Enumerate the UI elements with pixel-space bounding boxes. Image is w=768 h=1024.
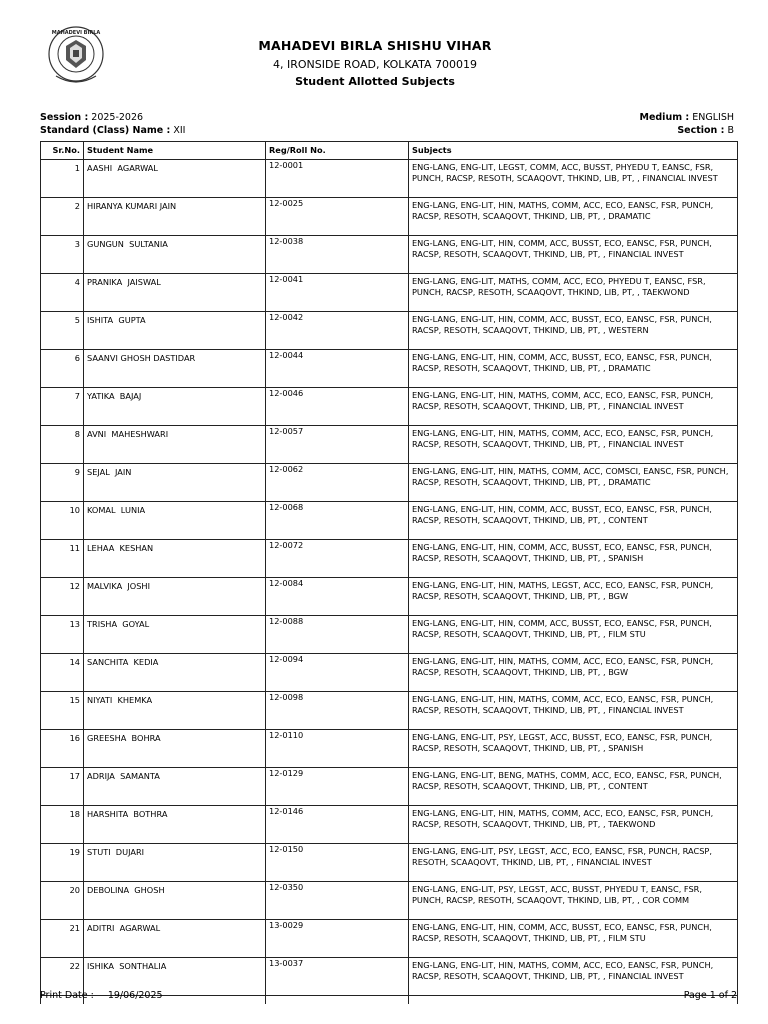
section-label: Section : xyxy=(677,125,725,136)
medium-value: ENGLISH xyxy=(692,112,734,123)
row-student-name: YATIKA BAJAJ xyxy=(84,388,266,426)
table-row xyxy=(41,578,738,616)
row-subjects: ENG-LANG, ENG-LIT, HIN, MATHS, LEGST, ACC, ECO, EANSC, FSR, PUNCH, RACSP, RESOTH, SCAAQOVT, THKIND, LIB, PT, , BGW xyxy=(409,578,738,616)
table-row xyxy=(41,160,738,198)
row-student-name: GREESHA BOHRA xyxy=(84,730,266,768)
row-roll-no: 12-0044 xyxy=(266,350,409,388)
row-subjects: ENG-LANG, ENG-LIT, HIN, MATHS, COMM, ACC, ECO, EANSC, FSR, PUNCH, RACSP, RESOTH, SCAAQOVT, THKIND, LIB, PT, , FINANCIAL INVEST xyxy=(409,692,738,730)
table-row xyxy=(41,426,738,464)
row-srno: 14 xyxy=(41,654,84,692)
row-roll-no: 12-0025 xyxy=(266,198,409,236)
table-row xyxy=(41,502,738,540)
school-name: MAHADEVI BIRLA SHISHU VIHAR xyxy=(258,38,492,53)
row-student-name: AVNI MAHESHWARI xyxy=(84,426,266,464)
row-subjects: ENG-LANG, ENG-LIT, HIN, COMM, ACC, BUSST, ECO, EANSC, FSR, PUNCH, RACSP, RESOTH, SCAAQOVT, THKIND, LIB, PT, , CONTENT xyxy=(409,502,738,540)
row-srno: 10 xyxy=(41,502,84,540)
col-header-srno: Sr.No. xyxy=(41,142,84,160)
session-line xyxy=(40,111,185,124)
row-subjects: ENG-LANG, ENG-LIT, PSY, LEGST, ACC, BUSST, ECO, EANSC, FSR, PUNCH, RACSP, RESOTH, SCAAQOVT, THKIND, LIB, PT, , SPANISH xyxy=(409,730,738,768)
row-subjects: ENG-LANG, ENG-LIT, HIN, MATHS, COMM, ACC, ECO, EANSC, FSR, PUNCH, RACSP, RESOTH, SCAAQOVT, THKIND, LIB, PT, , FINANCIAL INVEST xyxy=(409,426,738,464)
col-header-subjects: Subjects xyxy=(409,142,738,160)
table-row xyxy=(41,844,738,882)
row-roll-no: 12-0110 xyxy=(266,730,409,768)
row-srno: 7 xyxy=(41,388,84,426)
row-student-name: TRISHA GOYAL xyxy=(84,616,266,654)
row-roll-no: 12-0098 xyxy=(266,692,409,730)
table-row xyxy=(41,768,738,806)
medium-label: Medium : xyxy=(639,112,690,123)
col-header-roll: Reg/Roll No. xyxy=(266,142,409,160)
row-roll-no: 12-0350 xyxy=(266,882,409,920)
standard-label: Standard (Class) Name : xyxy=(40,125,171,136)
row-srno: 20 xyxy=(41,882,84,920)
subjects-table xyxy=(40,141,738,1004)
row-srno: 9 xyxy=(41,464,84,502)
table-row xyxy=(41,540,738,578)
row-student-name: GUNGUN SULTANIA xyxy=(84,236,266,274)
table-row xyxy=(41,730,738,768)
row-srno: 19 xyxy=(41,844,84,882)
row-roll-no: 13-0029 xyxy=(266,920,409,958)
session-value: 2025-2026 xyxy=(91,112,144,123)
table-row xyxy=(41,882,738,920)
section-value: B xyxy=(727,125,734,136)
row-roll-no: 12-0062 xyxy=(266,464,409,502)
row-roll-no: 12-0146 xyxy=(266,806,409,844)
row-roll-no: 12-0057 xyxy=(266,426,409,464)
standard-value: XII xyxy=(173,125,186,136)
row-student-name: PRANIKA JAISWAL xyxy=(84,274,266,312)
school-logo xyxy=(46,24,106,88)
meta-right xyxy=(639,111,734,137)
row-roll-no: 12-0068 xyxy=(266,502,409,540)
row-srno: 22 xyxy=(41,958,84,996)
row-subjects: ENG-LANG, ENG-LIT, HIN, MATHS, COMM, ACC, ECO, EANSC, FSR, PUNCH, RACSP, RESOTH, SCAAQOVT, THKIND, LIB, PT, , TAEKWOND xyxy=(409,806,738,844)
page-info: Page 1 of 2 xyxy=(683,990,737,1001)
row-student-name: KOMAL LUNIA xyxy=(84,502,266,540)
row-student-name: NIYATI KHEMKA xyxy=(84,692,266,730)
row-student-name: SAANVI GHOSH DASTIDAR xyxy=(84,350,266,388)
table-row xyxy=(41,616,738,654)
row-roll-no: 12-0084 xyxy=(266,578,409,616)
row-student-name: DEBOLINA GHOSH xyxy=(84,882,266,920)
row-roll-no: 12-0088 xyxy=(266,616,409,654)
row-subjects: ENG-LANG, ENG-LIT, HIN, COMM, ACC, BUSST, ECO, EANSC, FSR, PUNCH, RACSP, RESOTH, SCAAQOVT, THKIND, LIB, PT, , FILM STU xyxy=(409,920,738,958)
school-address: 4, IRONSIDE ROAD, KOLKATA 700019 xyxy=(273,58,477,71)
print-date-label: Print Date : xyxy=(40,990,94,1001)
table-body xyxy=(41,160,738,1005)
row-subjects: ENG-LANG, ENG-LIT, HIN, COMM, ACC, BUSST, ECO, EANSC, FSR, PUNCH, RACSP, RESOTH, SCAAQOVT, THKIND, LIB, PT, , FINANCIAL INVEST xyxy=(409,236,738,274)
table-row xyxy=(41,236,738,274)
row-roll-no: 12-0038 xyxy=(266,236,409,274)
table-row xyxy=(41,198,738,236)
table-row xyxy=(41,654,738,692)
row-srno: 1 xyxy=(41,160,84,198)
row-srno: 17 xyxy=(41,768,84,806)
row-student-name: SANCHITA KEDIA xyxy=(84,654,266,692)
row-roll-no: 12-0072 xyxy=(266,540,409,578)
section-line xyxy=(639,124,734,137)
medium-line xyxy=(639,111,734,124)
row-srno: 18 xyxy=(41,806,84,844)
table-row xyxy=(41,350,738,388)
row-student-name: LEHAA KESHAN xyxy=(84,540,266,578)
table-row xyxy=(41,920,738,958)
session-label: Session : xyxy=(40,112,89,123)
row-student-name: HIRANYA KUMARI JAIN xyxy=(84,198,266,236)
row-student-name: ADITRI AGARWAL xyxy=(84,920,266,958)
row-srno: 8 xyxy=(41,426,84,464)
row-subjects: ENG-LANG, ENG-LIT, BENG, MATHS, COMM, ACC, ECO, EANSC, FSR, PUNCH, RACSP, RESOTH, SCAAQOVT, THKIND, LIB, PT, , CONTENT xyxy=(409,768,738,806)
document-title: Student Allotted Subjects xyxy=(295,75,455,88)
row-srno: 15 xyxy=(41,692,84,730)
row-student-name: MALVIKA JOSHI xyxy=(84,578,266,616)
row-subjects: ENG-LANG, ENG-LIT, HIN, MATHS, COMM, ACC, COMSCI, EANSC, FSR, PUNCH, RACSP, RESOTH, SCAAQOVT, THKIND, LIB, PT, , DRAMATIC xyxy=(409,464,738,502)
row-roll-no: 12-0041 xyxy=(266,274,409,312)
print-date-value: 19/06/2025 xyxy=(107,990,163,1001)
table-row xyxy=(41,692,738,730)
table-row xyxy=(41,388,738,426)
svg-text:MAHADEVI BIRLA: MAHADEVI BIRLA xyxy=(51,30,101,36)
row-subjects: ENG-LANG, ENG-LIT, PSY, LEGST, ACC, BUSST, PHYEDU T, EANSC, FSR, PUNCH, RACSP, RESOTH, SCAAQOVT, THKIND, LIB, PT, , COR COMM xyxy=(409,882,738,920)
row-student-name: STUTI DUJARI xyxy=(84,844,266,882)
row-srno: 2 xyxy=(41,198,84,236)
empty-cell xyxy=(266,996,409,1005)
row-subjects: ENG-LANG, ENG-LIT, HIN, COMM, ACC, BUSST, ECO, EANSC, FSR, PUNCH, RACSP, RESOTH, SCAAQOVT, THKIND, LIB, PT, , DRAMATIC xyxy=(409,350,738,388)
row-srno: 3 xyxy=(41,236,84,274)
row-roll-no: 12-0150 xyxy=(266,844,409,882)
row-subjects: ENG-LANG, ENG-LIT, HIN, MATHS, COMM, ACC, ECO, EANSC, FSR, PUNCH, RACSP, RESOTH, SCAAQOVT, THKIND, LIB, PT, , DRAMATIC xyxy=(409,198,738,236)
row-srno: 5 xyxy=(41,312,84,350)
meta-left xyxy=(40,111,185,137)
table-row xyxy=(41,312,738,350)
row-srno: 13 xyxy=(41,616,84,654)
row-student-name: SEJAL JAIN xyxy=(84,464,266,502)
row-roll-no: 12-0094 xyxy=(266,654,409,692)
row-subjects: ENG-LANG, ENG-LIT, HIN, MATHS, COMM, ACC, ECO, EANSC, FSR, PUNCH, RACSP, RESOTH, SCAAQOVT, THKIND, LIB, PT, , BGW xyxy=(409,654,738,692)
row-subjects: ENG-LANG, ENG-LIT, HIN, MATHS, COMM, ACC, ECO, EANSC, FSR, PUNCH, RACSP, RESOTH, SCAAQOVT, THKIND, LIB, PT, , FINANCIAL INVEST xyxy=(409,958,738,996)
row-roll-no: 12-0042 xyxy=(266,312,409,350)
standard-line xyxy=(40,124,185,137)
table-header-row xyxy=(41,142,738,160)
row-srno: 11 xyxy=(41,540,84,578)
row-student-name: AASHI AGARWAL xyxy=(84,160,266,198)
row-student-name: HARSHITA BOTHRA xyxy=(84,806,266,844)
row-student-name: ISHITA GUPTA xyxy=(84,312,266,350)
col-header-name: Student Name xyxy=(84,142,266,160)
row-subjects: ENG-LANG, ENG-LIT, HIN, COMM, ACC, BUSST, ECO, EANSC, FSR, PUNCH, RACSP, RESOTH, SCAAQOVT, THKIND, LIB, PT, , FILM STU xyxy=(409,616,738,654)
print-date-line xyxy=(40,990,163,1001)
row-srno: 12 xyxy=(41,578,84,616)
row-roll-no: 12-0001 xyxy=(266,160,409,198)
table-row xyxy=(41,274,738,312)
row-srno: 6 xyxy=(41,350,84,388)
table-row xyxy=(41,806,738,844)
row-subjects: ENG-LANG, ENG-LIT, HIN, MATHS, COMM, ACC, ECO, EANSC, FSR, PUNCH, RACSP, RESOTH, SCAAQOVT, THKIND, LIB, PT, , FINANCIAL INVEST xyxy=(409,388,738,426)
row-srno: 16 xyxy=(41,730,84,768)
row-subjects: ENG-LANG, ENG-LIT, MATHS, COMM, ACC, ECO, PHYEDU T, EANSC, FSR, PUNCH, RACSP, RESOTH, SCAAQOVT, THKIND, LIB, PT, , TAEKWOND xyxy=(409,274,738,312)
row-student-name: ISHIKA SONTHALIA xyxy=(84,958,266,996)
table-row xyxy=(41,464,738,502)
row-student-name: ADRIJA SAMANTA xyxy=(84,768,266,806)
row-subjects: ENG-LANG, ENG-LIT, PSY, LEGST, ACC, ECO, EANSC, FSR, PUNCH, RACSP, RESOTH, SCAAQOVT, THKIND, LIB, PT, , FINANCIAL INVEST xyxy=(409,844,738,882)
row-subjects: ENG-LANG, ENG-LIT, HIN, COMM, ACC, BUSST, ECO, EANSC, FSR, PUNCH, RACSP, RESOTH, SCAAQOVT, THKIND, LIB, PT, , WESTERN xyxy=(409,312,738,350)
row-srno: 4 xyxy=(41,274,84,312)
row-subjects: ENG-LANG, ENG-LIT, LEGST, COMM, ACC, BUSST, PHYEDU T, EANSC, FSR, PUNCH, RACSP, RESOTH, SCAAQOVT, THKIND, LIB, PT, , FINANCIAL INVEST xyxy=(409,160,738,198)
row-roll-no: 12-0129 xyxy=(266,768,409,806)
row-srno: 21 xyxy=(41,920,84,958)
row-roll-no: 12-0046 xyxy=(266,388,409,426)
row-subjects: ENG-LANG, ENG-LIT, HIN, COMM, ACC, BUSST, ECO, EANSC, FSR, PUNCH, RACSP, RESOTH, SCAAQOVT, THKIND, LIB, PT, , SPANISH xyxy=(409,540,738,578)
row-roll-no: 13-0037 xyxy=(266,958,409,996)
